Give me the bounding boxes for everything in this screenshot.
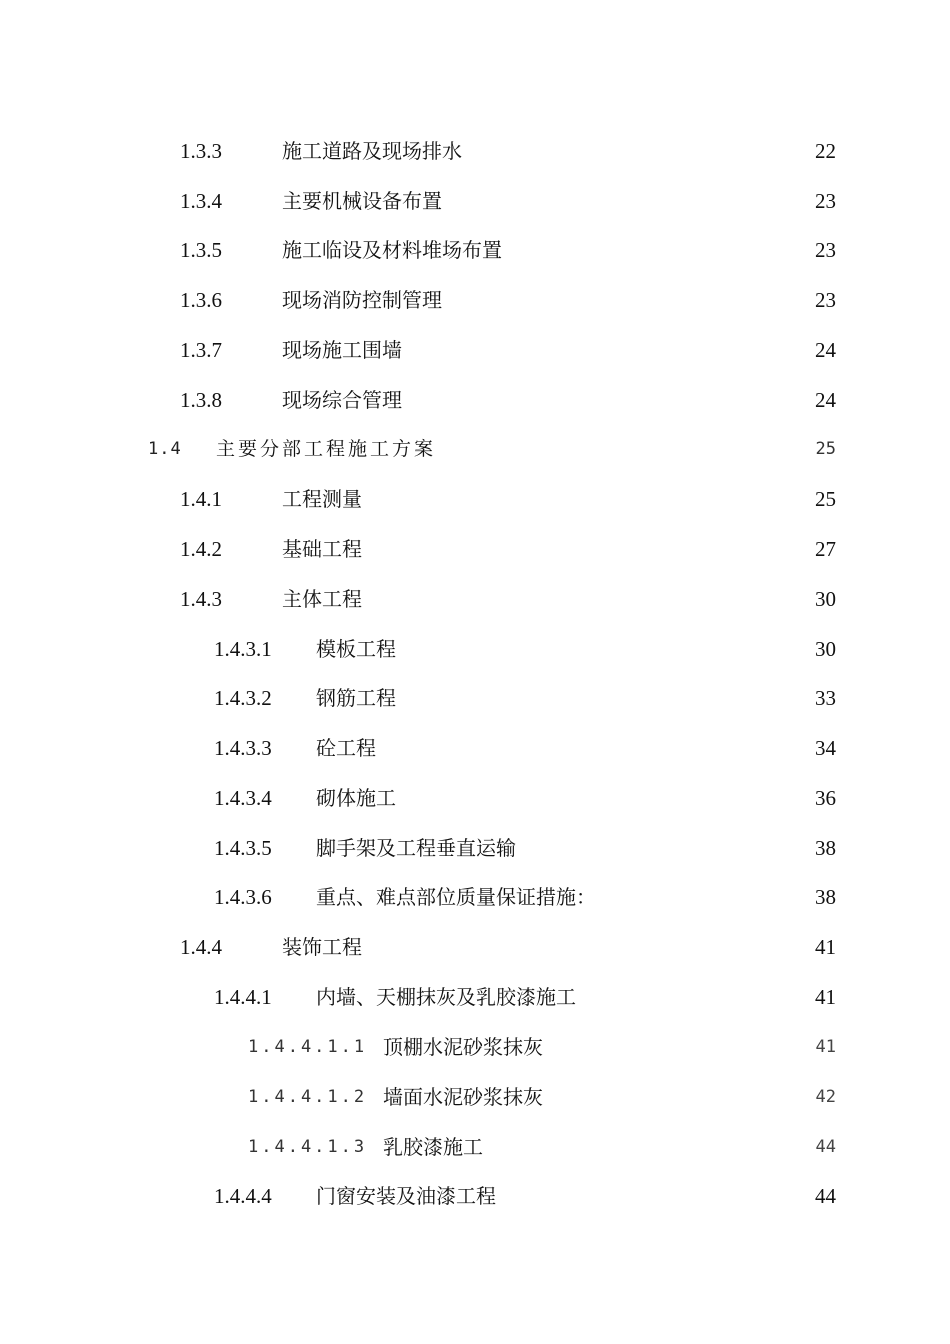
toc-page-number: 38 [815,836,836,860]
toc-number: 1.4.3.5 [214,836,272,860]
toc-title: 钢筋工程 [316,686,396,710]
toc-entry[interactable] [0,1082,950,1112]
toc-title: 重点、难点部位质量保证措施： [316,885,596,909]
toc-number: 1.4.4 [180,935,222,959]
toc-page-number: 41 [815,985,836,1009]
toc-title: 乳胶漆施工 [383,1135,483,1159]
toc-entry[interactable] [0,434,950,464]
toc-page-number: 30 [815,587,836,611]
toc-number: 1.4.3.1 [214,637,272,661]
toc-number: 1.4.3.3 [214,736,272,760]
toc-entry[interactable] [0,1181,950,1211]
toc-entry[interactable] [0,136,950,166]
toc-title: 主要分部工程施工方案 [216,438,437,460]
toc-page-number: 34 [815,736,836,760]
toc-number: 1.3.7 [180,338,222,362]
toc-entry[interactable] [0,1132,950,1162]
toc-entry[interactable] [0,335,950,365]
toc-number: 1.4.2 [180,537,222,561]
toc-entry[interactable] [0,982,950,1012]
toc-title: 现场消防控制管理 [282,288,442,312]
toc-page-number: 24 [815,338,836,362]
toc-number: 1.4.3 [180,587,222,611]
toc-page-number: 22 [815,139,836,163]
toc-number: 1.4.4.1 [214,985,272,1009]
toc-number: 1.4.4.4 [214,1184,272,1208]
toc-entry[interactable] [0,534,950,564]
toc-title: 工程测量 [282,487,362,511]
toc-page-number: 24 [815,388,836,412]
toc-title: 墙面水泥砂浆抹灰 [383,1085,543,1109]
toc-page-number: 25 [815,487,836,511]
toc-entry[interactable] [0,783,950,813]
toc-title: 模板工程 [316,637,396,661]
toc-number: 1.3.8 [180,388,222,412]
toc-entry[interactable] [0,385,950,415]
toc-number: 1.4.3.4 [214,786,272,810]
toc-page-number: 38 [815,885,836,909]
toc-title: 装饰工程 [282,935,362,959]
toc-entry[interactable] [0,634,950,664]
toc-title: 内墙、天棚抹灰及乳胶漆施工 [316,985,576,1009]
toc-page-number: 30 [815,637,836,661]
toc-number: 1.4.4.1.3 [248,1137,368,1157]
toc-title: 基础工程 [282,537,362,561]
toc-entry[interactable] [0,285,950,315]
toc-title: 主体工程 [282,587,362,611]
toc-page-number: 23 [815,189,836,213]
toc-number: 1.4.1 [180,487,222,511]
toc-entry[interactable] [0,584,950,614]
toc-page-number: 25 [815,439,836,459]
toc-entry[interactable] [0,882,950,912]
toc-title: 主要机械设备布置 [282,189,442,213]
toc-title: 脚手架及工程垂直运输 [316,836,516,860]
toc-number: 1.4.4.1.2 [248,1087,368,1107]
toc-page-number: 42 [815,1087,836,1107]
toc-title: 门窗安装及油漆工程 [316,1184,496,1208]
toc-title: 顶棚水泥砂浆抹灰 [383,1035,543,1059]
toc-page-number: 36 [815,786,836,810]
toc-entry[interactable] [0,683,950,713]
toc-entry[interactable] [0,1032,950,1062]
toc-entry[interactable] [0,932,950,962]
toc-page-number: 23 [815,238,836,262]
toc-page-number: 44 [815,1184,836,1208]
toc-title: 砼工程 [316,736,376,760]
toc-title: 现场施工围墙 [282,338,402,362]
toc-entry[interactable] [0,235,950,265]
toc-entry[interactable] [0,186,950,216]
toc-title: 施工道路及现场排水 [282,139,462,163]
toc-entry[interactable] [0,733,950,763]
toc-title: 现场综合管理 [282,388,402,412]
toc-page-number: 41 [815,935,836,959]
toc-page-number: 41 [815,1037,836,1057]
toc-title: 砌体施工 [316,786,396,810]
toc-page-number: 44 [815,1137,836,1157]
toc-title: 施工临设及材料堆场布置 [282,238,502,262]
toc-number: 1.3.5 [180,238,222,262]
toc-number: 1.3.6 [180,288,222,312]
toc-entry[interactable] [0,484,950,514]
toc-entry[interactable] [0,833,950,863]
toc-number: 1.3.3 [180,139,222,163]
toc-page-number: 33 [815,686,836,710]
toc-number: 1.4.4.1.1 [248,1037,368,1057]
toc-page-number: 27 [815,537,836,561]
toc-number: 1.4 [148,439,182,459]
toc-number: 1.4.3.2 [214,686,272,710]
toc-page-number: 23 [815,288,836,312]
toc-number: 1.3.4 [180,189,222,213]
toc-number: 1.4.3.6 [214,885,272,909]
